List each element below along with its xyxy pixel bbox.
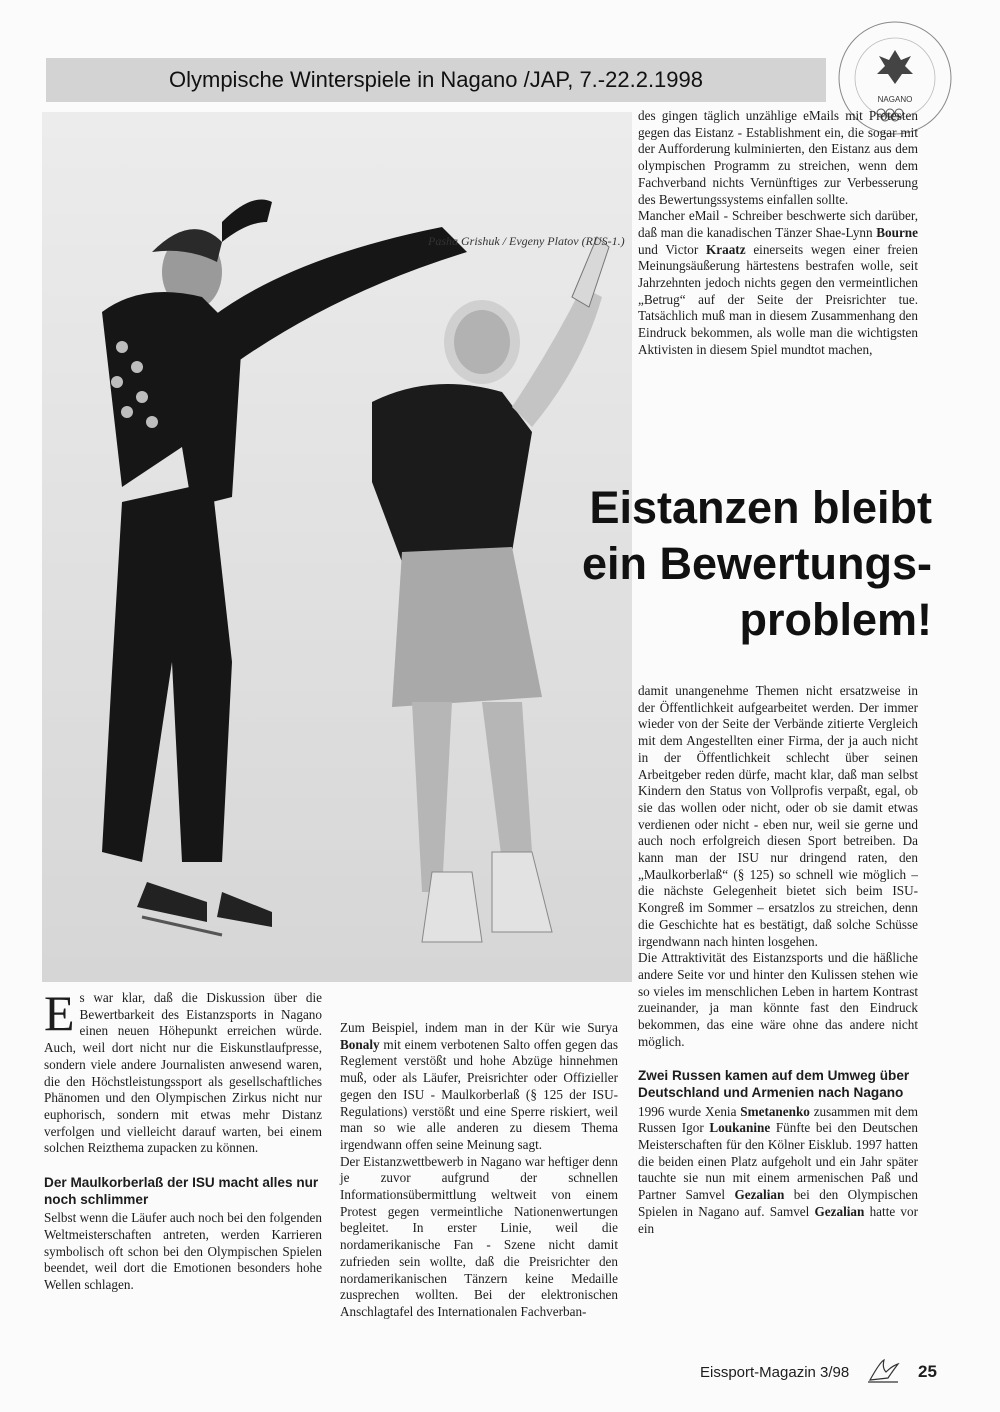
person-name: Bonaly: [340, 1036, 380, 1052]
column-middle: [340, 1020, 618, 1321]
page-number: 25: [918, 1362, 937, 1381]
page-header-title: Olympische Winterspiele in Nagano /JAP, 7.-22.2.1998: [169, 67, 703, 92]
page-header-bar: [46, 58, 826, 102]
person-name: Gezalian: [734, 1187, 785, 1203]
skater-logo-icon: [866, 1358, 902, 1384]
person-name: Loukanine: [709, 1120, 771, 1136]
column-left: [44, 985, 322, 1294]
paragraph: 1996 wurde Xenia Smetanenko zusammen mit dem Russen Igor Loukanine Fünfte bei den Deutschen Meisterschaften für den Kölner Eisklub. 1997 hatten die beiden einen Platz aufgeholt und ein Jahr später tauchte sie nun mit einem armenischen Paß und Partner Samvel Gezalian bei den Olympischen Spielen in Nagano auf. Samvel Gezalian hatte vor ein: [638, 1103, 918, 1236]
headline-line: Eistanzen bleibt: [589, 482, 932, 533]
ice-dance-photo: [42, 112, 632, 982]
paragraph: Zum Beispiel, indem man in der Kür wie Surya Bonaly mit einem verbotenen Salto offen gegen das Reglement verstößt und hohe Abzüge hinnehmen muß, oder als Läufer, Preisrichter oder Offizieller gegen den ISU - Maulkorberlaß (§ 125 der ISU-Regulations) verstößt und eine Sperre riskiert, weil man so wie alle anderen zu diesem Thema irgendwann offen seine Meinung sagt.: [340, 1020, 618, 1152]
drop-cap: E: [44, 985, 75, 1041]
person-name: Kraatz: [706, 241, 746, 257]
photo-caption: Pasha Grishuk / Evgeny Platov (RUS-1.): [428, 234, 625, 248]
paragraph: Selbst wenn die Läufer auch noch bei den folgenden Weltmeisterschaften antreten, werden Karrieren symbolisch oft schon bei den Olympischen Spielen beendet, weil dort die Emotionen besonders hohe Wellen schlagen.: [44, 1210, 322, 1293]
article-headline: [552, 480, 932, 648]
headline-line: problem!: [739, 594, 932, 645]
person-name: Smetanenko: [740, 1103, 810, 1119]
paragraph: damit unangenehme Themen nicht ersatzweise in der Öffentlichkeit aufgearbeitet werden. Der immer wieder von der Seite der Verbände zitierte Vergleich mit dem Angestellten einer Firma, der ja auch nicht in der Öffentlichkeit schlecht über seinen Arbeitgeber reden dürfe, macht klar, daß man selbst Kindern den Status von Vollprofis verpaßt, egal, ob sie das wollen oder nicht, oder ob sie damit etwas verdienen oder nicht - eben nur, weil sie gerne und auch noch erfolgreich diesen Sport betreiben. Da kann man der ISU nur dringend raten, den „Maulkorberlaß“ (§ 125) so schnell wie möglich – die nächste Gelegenheit bietet sich beim ISU-Kongreß im Sommer – ersatzlos zu streichen, denn die Geschichte hat es bestätigt, daß solche Schüsse irgendwann nach hinten losgehen.: [638, 683, 918, 949]
column-right-bottom: [638, 683, 918, 1237]
paragraph: des gingen täglich unzählige eMails mit Protesten gegen das Eistanz - Establishment ein, die sogar mit der Aufforderung kulminierten, den Eistanz aus dem olympischen Programm zu streichen, wenn dem Fachverband nichts Vernünftiges zur Verbesserung des Bewertungssystems einfallen sollte.: [638, 108, 918, 207]
person-name: Bourne: [876, 224, 918, 240]
paragraph: Die Attraktivität des Eistanzsports und die häßliche andere Seite vor und hinter den Kulissen stehen wie so vieles im menschlichen Leben in hartem Kontrast zueinander, ja man könnte fast den Eindruck bekommen, das eine wäre ohne das andere nicht möglich.: [638, 950, 918, 1049]
person-name: Gezalian: [814, 1203, 865, 1219]
section-subheading: Der Maulkorberlaß der ISU macht alles nur noch schlimmer: [44, 1175, 319, 1207]
section-subheading: Zwei Russen kamen auf dem Umweg über Deutschland und Armenien nach Nagano: [638, 1068, 910, 1101]
magazine-footer: Eissport-Magazin 3/98: [700, 1364, 850, 1381]
paragraph: Mancher eMail - Schreiber beschwerte sich darüber, daß man die kanadischen Tänzer Shae-Lynn Bourne und Victor Kraatz einerseits wegen einer freien Meinungsäußerung härtestens bestrafen wolle, seit Jahrzehnten jedoch nichts gegen den vermeintlichen „Betrug“ auf der Seite der Preisrichter tue. Tatsächlich muß man in diesem Zusammenhang den Eindruck bekommen, als wolle man die wichtigsten Aktivisten in diesem Spiel mundtot machen,: [638, 208, 918, 357]
paragraph: Es war klar, daß die Diskussion über die Bewertbarkeit des Eistanzsports in Nagano einen neuen Höhepunkt erreichen würde. Auch, weil dort nicht nur die Eiskunstlaufpresse, sondern viele andere Journalisten anwesend waren, die den Höchstleistungssport als gesellschaftliches Phänomen und den Olympischen Zirkus nicht nur euphorisch, sondern mit etwas mehr Distanz verfolgen und vielleicht darauf warten, bei einem solchen Reizthema zupacken zu können.: [44, 985, 322, 1156]
headline-line: ein Bewertungs-: [581, 538, 932, 589]
emblem-city-text: NAGANO: [877, 95, 913, 104]
paragraph: Der Eistanzwettbewerb in Nagano war heftiger denn je zuvor aufgrund der schnellen Informationsübermittlung weltweit von einem Protest gegen vermeintliche Nationenwertungen begleitet. In erster Linie, weil die nordamerikanische Fan - Szene nicht damit zufrieden sein wollte, daß die Preisrichter den nordamerikanischen Tänzern keine Medaille zusprechen wollten. Bei der elektronischen Anschlagtafel des Internationalen Fachverban-: [340, 1153, 618, 1319]
column-right-top: [638, 108, 918, 359]
